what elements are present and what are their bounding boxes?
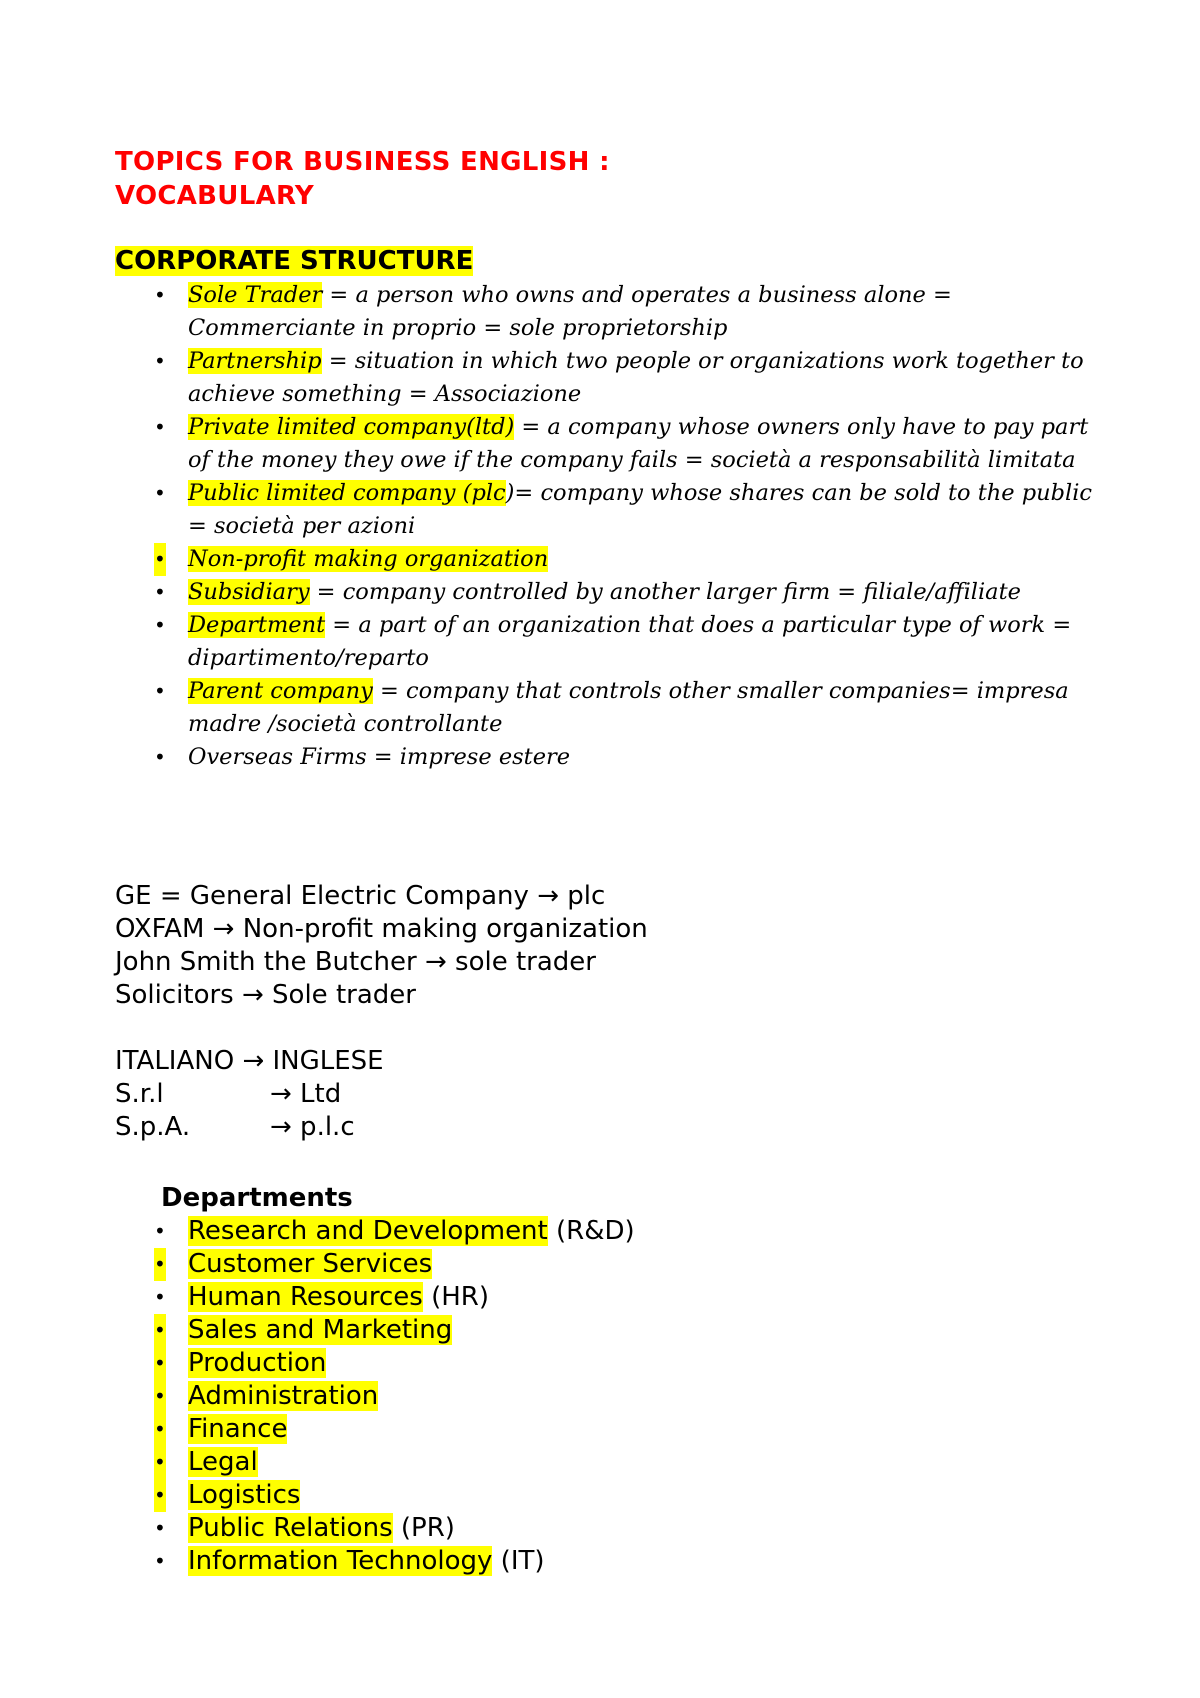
list-item (148, 1446, 635, 1479)
definition: = company controlled by another larger firm = filiale/affiliate (309, 579, 1021, 605)
blank-line (115, 1012, 648, 1045)
example-type: plc (558, 881, 606, 911)
list-item (148, 279, 1098, 345)
corporate-structure-heading-text: CORPORATE STRUCTURE (115, 246, 474, 276)
term: Non-profit making organization (188, 546, 549, 572)
list-item (148, 1413, 635, 1446)
corporate-structure-list (148, 279, 1098, 774)
english-term: p.l.c (291, 1112, 355, 1142)
title-line-1: TOPICS FOR BUSINESS ENGLISH : (115, 147, 610, 177)
english-term: Ltd (291, 1079, 342, 1109)
list-item (148, 477, 1098, 543)
department-name: Sales and Marketing (188, 1315, 453, 1345)
term: Partnership (188, 348, 322, 374)
list-item (148, 1314, 635, 1347)
definition: )= company whose shares can be sold to the public = società per azioni (188, 480, 1093, 539)
definition: = company that controls other smaller companies= impresa madre /società controllante (188, 678, 1069, 737)
bullet-icon: • (154, 283, 166, 307)
list-item (148, 1347, 635, 1380)
bullet-icon: • (154, 1516, 166, 1540)
translation-header-italian: ITALIANO (115, 1046, 243, 1076)
department-abbr: (PR) (392, 1513, 455, 1543)
bullet-icon: • (154, 1219, 166, 1243)
department-name: Logistics (188, 1480, 301, 1510)
bullet-icon: • (154, 481, 166, 505)
list-item (148, 543, 1098, 576)
corporate-structure-heading (115, 244, 473, 278)
example-subject: Solicitors (115, 980, 242, 1010)
arrow-right-icon: → (537, 881, 559, 911)
definition: = a person who owns and operates a business alone = Commerciante in proprio = sole proprietorship (188, 282, 952, 341)
department-name: Legal (188, 1447, 258, 1477)
list-item (148, 1248, 635, 1281)
list-item (148, 609, 1098, 675)
arrow-right-icon: → (424, 947, 447, 977)
department-name: Information Technology (188, 1546, 493, 1576)
list-item (148, 1215, 635, 1248)
definition: = situation in which two people or organizations work together to achieve something = Associazione (188, 348, 1084, 407)
bullet-icon: • (154, 415, 166, 439)
department-name: Finance (188, 1414, 288, 1444)
department-name: Human Resources (188, 1282, 423, 1312)
example-type: Sole trader (263, 980, 416, 1010)
list-item (148, 1512, 635, 1545)
examples-block (115, 880, 648, 1144)
term: Subsidiary (188, 579, 310, 605)
bullet-icon: • (154, 613, 166, 637)
term: Department (188, 612, 326, 638)
department-name: Administration (188, 1381, 379, 1411)
list-item (148, 1479, 635, 1512)
document-title (115, 145, 610, 213)
bullet-icon: • (154, 1285, 166, 1309)
example-type: Non-profit making organization (234, 914, 648, 944)
translation-row (115, 1111, 648, 1144)
bullet-icon: • (154, 580, 166, 604)
department-abbr: (HR) (422, 1282, 489, 1312)
term: Parent company (188, 678, 373, 704)
example-subject: John Smith the Butcher (115, 947, 425, 977)
term: Public limited company (plc (188, 480, 506, 506)
bullet-icon: • (154, 1380, 166, 1413)
list-item (148, 675, 1098, 741)
list-item (148, 1545, 635, 1578)
translation-row (115, 1078, 648, 1111)
arrow-right-icon: → (241, 980, 264, 1010)
italian-term: S.r.l (115, 1079, 164, 1109)
department-name: Public Relations (188, 1513, 393, 1543)
translation-header (115, 1045, 648, 1078)
list-item (148, 1380, 635, 1413)
translation-header-english: INGLESE (264, 1046, 384, 1076)
definition: = a part of an organization that does a particular type of work = dipartimento/reparto (188, 612, 1072, 671)
department-name: Customer Services (188, 1249, 433, 1279)
departments-list (148, 1215, 635, 1578)
bullet-icon: • (154, 1248, 166, 1281)
arrow-right-icon: → (270, 1079, 292, 1109)
list-item (148, 741, 1098, 774)
example-line (115, 946, 648, 979)
bullet-icon: • (154, 1446, 166, 1479)
department-name: Production (188, 1348, 327, 1378)
example-type: sole trader (446, 947, 596, 977)
list-item (148, 345, 1098, 411)
list-item (148, 411, 1098, 477)
department-abbr: (R&D) (547, 1216, 635, 1246)
bullet-icon: • (154, 1549, 166, 1573)
term: Private limited company(ltd) (188, 414, 515, 440)
department-abbr: (IT) (492, 1546, 545, 1576)
title-line-2: VOCABULARY (115, 181, 315, 211)
definition: Overseas Firms = imprese estere (188, 744, 571, 770)
bullet-icon: • (154, 543, 166, 576)
arrow-right-icon: → (270, 1112, 292, 1142)
bullet-icon: • (154, 679, 166, 703)
example-line (115, 979, 648, 1012)
example-line (115, 913, 648, 946)
bullet-icon: • (154, 1413, 166, 1446)
italian-term: S.p.A. (115, 1112, 191, 1142)
bullet-icon: • (154, 745, 166, 769)
bullet-icon: • (154, 1347, 166, 1380)
definition: = a company whose owners only have to pay part of the money they owe if the company fails = società a responsabilità limitata (188, 414, 1089, 473)
example-subject: GE = General Electric Company (115, 881, 538, 911)
list-item (148, 1281, 635, 1314)
example-subject: OXFAM (115, 914, 213, 944)
bullet-icon: • (154, 1479, 166, 1512)
bullet-icon: • (154, 349, 166, 373)
department-name: Research and Development (188, 1216, 548, 1246)
departments-heading: Departments (161, 1183, 353, 1213)
arrow-right-icon: → (212, 914, 235, 944)
example-line (115, 880, 648, 913)
list-item (148, 576, 1098, 609)
term: Sole Trader (188, 282, 323, 308)
arrow-right-icon: → (242, 1046, 265, 1076)
bullet-icon: • (154, 1314, 166, 1347)
